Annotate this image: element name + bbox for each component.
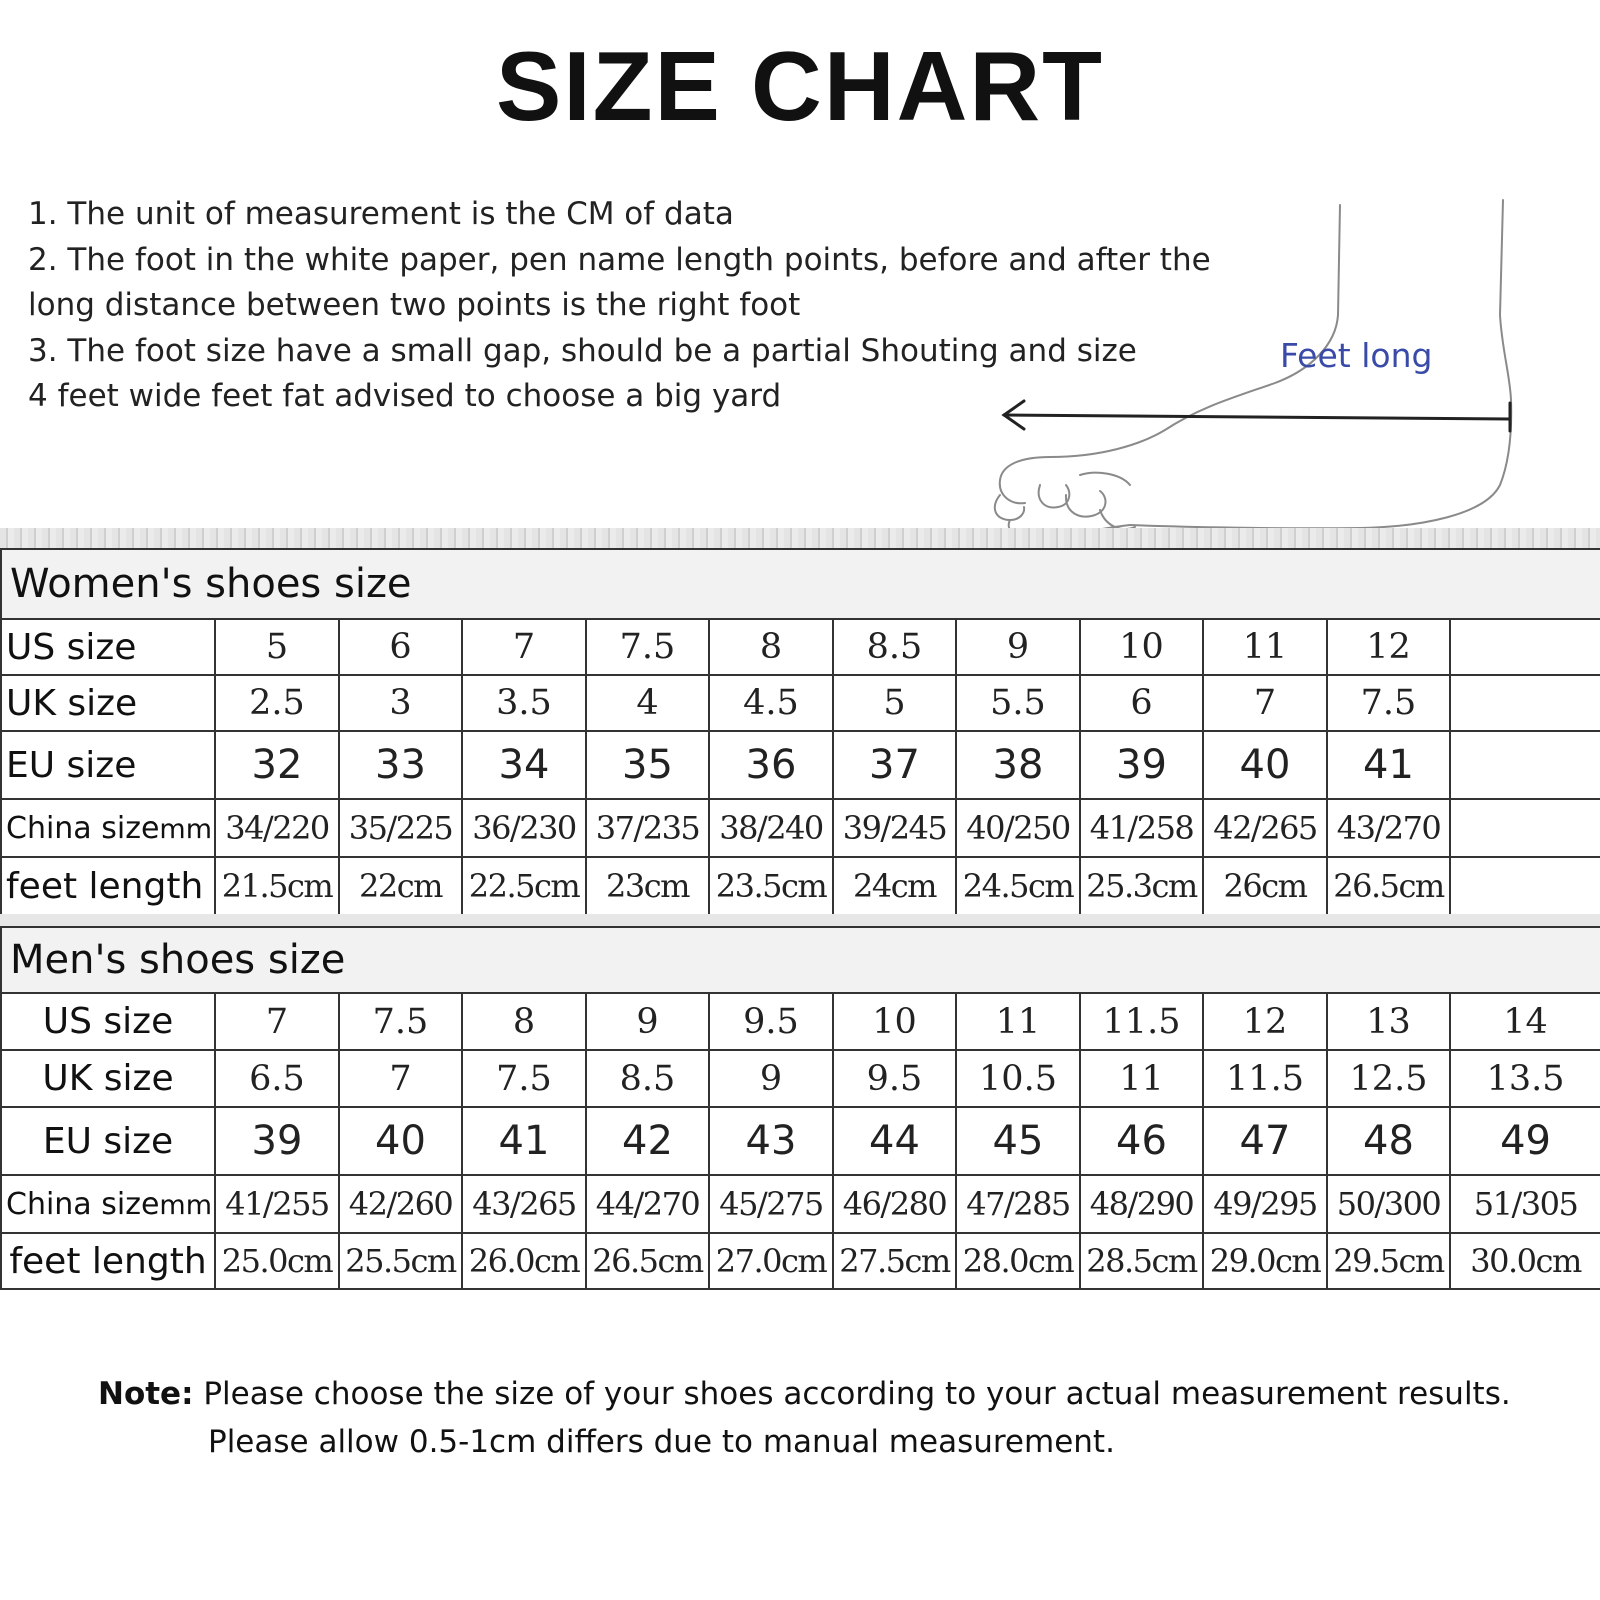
instruction-line: 4 feet wide feet fat advised to choose a big yard xyxy=(28,378,782,414)
table-cell: 43/270 xyxy=(1327,799,1450,857)
table-cell xyxy=(1450,799,1600,857)
row-label-uk: UK size xyxy=(1,1050,215,1107)
table-cell: 38/240 xyxy=(709,799,833,857)
table-cell: 42/265 xyxy=(1203,799,1327,857)
table-cell: 21.5cm xyxy=(215,857,339,915)
table-cell: 49 xyxy=(1450,1107,1600,1175)
table-cell xyxy=(1450,619,1600,675)
table-cell: 43 xyxy=(709,1107,833,1175)
table-cell: 37 xyxy=(833,731,956,799)
table-cell: 12 xyxy=(1327,619,1450,675)
table-cell: 32 xyxy=(215,731,339,799)
table-row xyxy=(1,857,1600,915)
instruction-line: long distance between two points is the right foot xyxy=(28,287,801,323)
table-cell: 41 xyxy=(462,1107,586,1175)
table-cell: 45 xyxy=(956,1107,1080,1175)
foot-outline-icon xyxy=(995,200,1511,535)
table-cell: 26.0cm xyxy=(462,1233,586,1289)
table-cell: 11 xyxy=(1080,1050,1203,1107)
table-cell: 46/280 xyxy=(833,1175,956,1233)
table-cell: 7.5 xyxy=(339,993,462,1050)
table-cell: 7.5 xyxy=(462,1050,586,1107)
table-cell: 39 xyxy=(1080,731,1203,799)
row-label-uk: UK size xyxy=(1,675,215,731)
row-label-china xyxy=(1,1175,215,1233)
table-cell: 27.5cm xyxy=(833,1233,956,1289)
table-cell: 3 xyxy=(339,675,462,731)
table-cell: 10 xyxy=(833,993,956,1050)
table-cell: 8 xyxy=(462,993,586,1050)
table-cell: 49/295 xyxy=(1203,1175,1327,1233)
table-cell: 5.5 xyxy=(956,675,1080,731)
measure-arrow-icon xyxy=(1004,401,1510,431)
instruction-line: 2. The foot in the white paper, pen name length points, before and after the xyxy=(28,241,1211,278)
table-cell: 41 xyxy=(1327,731,1450,799)
table-cell xyxy=(1450,731,1600,799)
table-cell: 11.5 xyxy=(1080,993,1203,1050)
table-cell: 26.5cm xyxy=(586,1233,709,1289)
page-title: SIZE CHART xyxy=(496,31,1104,141)
table-cell: 28.5cm xyxy=(1080,1233,1203,1289)
table-cell: 42 xyxy=(586,1107,709,1175)
table-cell: 9.5 xyxy=(833,1050,956,1107)
table-row xyxy=(1,993,1600,1050)
table-row xyxy=(1,1233,1600,1289)
table-cell: 4.5 xyxy=(709,675,833,731)
table-row xyxy=(1,1107,1600,1175)
table-cell: 23.5cm xyxy=(709,857,833,915)
table-cell: 25.3cm xyxy=(1080,857,1203,915)
table-cell: 14 xyxy=(1450,993,1600,1050)
table-cell: 12 xyxy=(1203,993,1327,1050)
table-cell: 41/255 xyxy=(215,1175,339,1233)
table-cell: 3.5 xyxy=(462,675,586,731)
table-cell: 45/275 xyxy=(709,1175,833,1233)
table-cell: 38 xyxy=(956,731,1080,799)
foot-measure-diagram xyxy=(980,195,1540,545)
table-cell: 11.5 xyxy=(1203,1050,1327,1107)
table-cell: 39 xyxy=(215,1107,339,1175)
table-cell: 7.5 xyxy=(1327,675,1450,731)
note-label: Note: xyxy=(98,1376,194,1412)
table-row xyxy=(1,619,1600,675)
table-cell: 2.5 xyxy=(215,675,339,731)
unit-label: mm xyxy=(159,1189,213,1221)
table-cell: 47 xyxy=(1203,1107,1327,1175)
table-cell: 51/305 xyxy=(1450,1175,1600,1233)
table-cell: 7 xyxy=(462,619,586,675)
table-cell: 5 xyxy=(833,675,956,731)
table-cell: 28.0cm xyxy=(956,1233,1080,1289)
table-cell: 29.0cm xyxy=(1203,1233,1327,1289)
row-label-china xyxy=(1,799,215,857)
table-cell: 25.0cm xyxy=(215,1233,339,1289)
table-cell: 36 xyxy=(709,731,833,799)
table-cell: 11 xyxy=(1203,619,1327,675)
table-cell: 10.5 xyxy=(956,1050,1080,1107)
table-cell: 35/225 xyxy=(339,799,462,857)
table-cell: 47/285 xyxy=(956,1175,1080,1233)
table-cell: 33 xyxy=(339,731,462,799)
table-cell: 4 xyxy=(586,675,709,731)
table-cell: 8.5 xyxy=(833,619,956,675)
table-cell: 34/220 xyxy=(215,799,339,857)
table-cell: 29.5cm xyxy=(1327,1233,1450,1289)
table-cell: 23cm xyxy=(586,857,709,915)
table-cell: 8 xyxy=(709,619,833,675)
table-cell: 6.5 xyxy=(215,1050,339,1107)
table-cell: 5 xyxy=(215,619,339,675)
table-cell: 22cm xyxy=(339,857,462,915)
table-cell: 41/258 xyxy=(1080,799,1203,857)
row-label-us: US size xyxy=(1,993,215,1050)
table-cell: 27.0cm xyxy=(709,1233,833,1289)
table-cell: 9 xyxy=(956,619,1080,675)
note-text-1: Please choose the size of your shoes according to your actual measurement results. xyxy=(203,1376,1511,1412)
table-cell: 30.0cm xyxy=(1450,1233,1600,1289)
table-cell: 6 xyxy=(1080,675,1203,731)
table-row xyxy=(1,1175,1600,1233)
row-label-eu: EU size xyxy=(1,731,215,799)
table-cell: 13 xyxy=(1327,993,1450,1050)
table-row xyxy=(1,675,1600,731)
table-cell: 44 xyxy=(833,1107,956,1175)
table-cell: 9.5 xyxy=(709,993,833,1050)
table-cell: 24.5cm xyxy=(956,857,1080,915)
table-row xyxy=(1,731,1600,799)
table-cell: 22.5cm xyxy=(462,857,586,915)
table-cell: 48/290 xyxy=(1080,1175,1203,1233)
table-cell xyxy=(1450,675,1600,731)
table-cell: 6 xyxy=(339,619,462,675)
table-cell: 34 xyxy=(462,731,586,799)
men-size-table xyxy=(0,926,1600,1290)
table-cell: 26.5cm xyxy=(1327,857,1450,915)
instruction-line: 3. The foot size have a small gap, should be a partial Shouting and size xyxy=(28,332,1137,369)
row-label-feet-length: feet length xyxy=(1,1233,215,1289)
instruction-line: 1. The unit of measurement is the CM of data xyxy=(28,196,734,232)
table-cell: 37/235 xyxy=(586,799,709,857)
table-cell: 44/270 xyxy=(586,1175,709,1233)
women-table-heading: Women's shoes size xyxy=(1,549,1600,619)
table-cell: 9 xyxy=(709,1050,833,1107)
table-cell: 26cm xyxy=(1203,857,1327,915)
table-cell: 9 xyxy=(586,993,709,1050)
table-cell: 50/300 xyxy=(1327,1175,1450,1233)
table-cell: 39/245 xyxy=(833,799,956,857)
feet-long-label: Feet long xyxy=(1280,336,1433,375)
table-cell: 25.5cm xyxy=(339,1233,462,1289)
table-cell: 40 xyxy=(339,1107,462,1175)
unit-label: mm xyxy=(159,813,213,845)
table-row xyxy=(1,1050,1600,1107)
table-cell: 46 xyxy=(1080,1107,1203,1175)
table-cell: 7.5 xyxy=(586,619,709,675)
table-cell: 7 xyxy=(339,1050,462,1107)
table-cell: 8.5 xyxy=(586,1050,709,1107)
table-cell: 7 xyxy=(1203,675,1327,731)
table-cell: 43/265 xyxy=(462,1175,586,1233)
table-cell: 7 xyxy=(215,993,339,1050)
table-cell: 40 xyxy=(1203,731,1327,799)
table-cell xyxy=(1450,857,1600,915)
row-label-text: China size xyxy=(6,1186,160,1222)
table-cell: 40/250 xyxy=(956,799,1080,857)
row-label-text: China size xyxy=(6,810,160,846)
table-cell: 13.5 xyxy=(1450,1050,1600,1107)
table-cell: 10 xyxy=(1080,619,1203,675)
table-row xyxy=(1,799,1600,857)
table-cell: 11 xyxy=(956,993,1080,1050)
women-size-table xyxy=(0,548,1600,916)
row-label-feet-length: feet length xyxy=(1,857,215,915)
note-section xyxy=(98,1370,1511,1466)
table-cell: 24cm xyxy=(833,857,956,915)
table-cell: 36/230 xyxy=(462,799,586,857)
table-cell: 35 xyxy=(586,731,709,799)
table-cell: 48 xyxy=(1327,1107,1450,1175)
table-cell: 42/260 xyxy=(339,1175,462,1233)
note-line-1 xyxy=(98,1370,1511,1418)
row-label-eu: EU size xyxy=(1,1107,215,1175)
row-label-us: US size xyxy=(1,619,215,675)
divider-stripe xyxy=(0,528,1600,550)
note-text-2: Please allow 0.5-1cm differs due to manual measurement. xyxy=(208,1424,1115,1460)
men-table-heading: Men's shoes size xyxy=(1,927,1600,993)
table-cell: 12.5 xyxy=(1327,1050,1450,1107)
